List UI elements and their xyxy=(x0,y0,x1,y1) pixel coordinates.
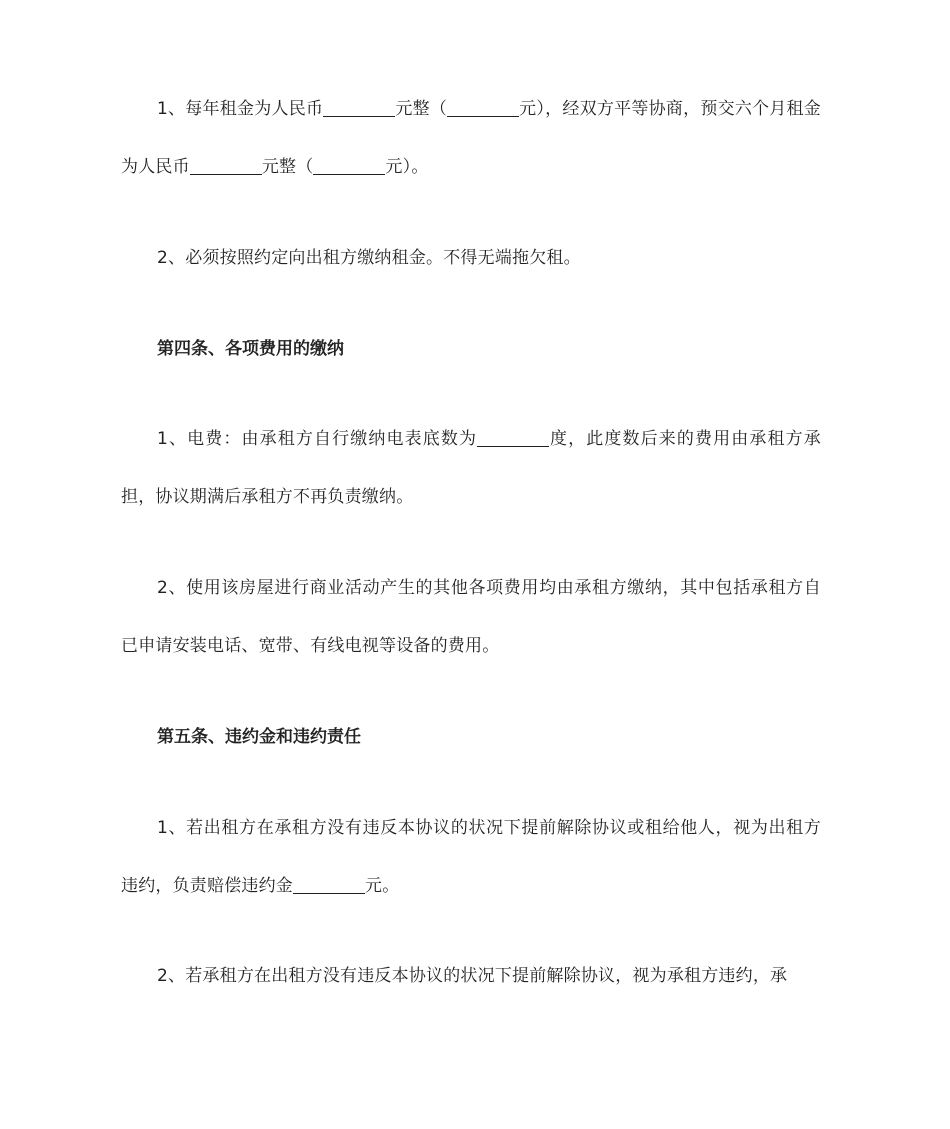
article-5-heading: 第五条、违约金和违约责任 xyxy=(157,727,361,747)
rent-text-5: 元）。 xyxy=(385,157,429,177)
blank-annual-rent xyxy=(323,96,395,117)
blank-meter-reading xyxy=(477,426,549,447)
lessor-breach-text-2: 元。 xyxy=(365,876,400,896)
article-4-heading: 第四条、各项费用的缴纳 xyxy=(157,339,344,359)
rent-text-1: 1、每年租金为人民币 xyxy=(157,99,324,119)
rent-text-4: 元整（ xyxy=(261,157,314,177)
blank-penalty-amount xyxy=(293,873,365,894)
lessor-breach-paragraph xyxy=(121,799,821,915)
electricity-fee-paragraph xyxy=(121,410,821,526)
blank-prepaid-rent-figure xyxy=(313,154,385,175)
rent-payment-paragraph: 2、必须按照约定向出租方缴纳租金。不得无端拖欠租。 xyxy=(157,248,581,268)
rent-text-2: 元整（ xyxy=(395,99,448,119)
other-fees-paragraph: 2、使用该房屋进行商业活动产生的其他各项费用均由承租方缴纳，其中包括承租方自已申请安装电话、宽带、有线电视等设备的费用。 xyxy=(121,578,821,656)
lessee-breach-paragraph: 2、若承租方在出租方没有违反本协议的状况下提前解除协议，视为承租方违约，承 xyxy=(157,966,788,986)
electricity-text-2: 度，此度数后来的费用由承租方承担，协议期满后承租方不再负责缴纳。 xyxy=(121,429,822,507)
lessor-breach-text-1: 1、若出租方在承租方没有违反本协议的状况下提前解除协议或租给他人，视为出租方违约，负责赔偿违约金 xyxy=(121,818,821,896)
blank-prepaid-rent xyxy=(190,154,262,175)
rent-amount-paragraph xyxy=(121,80,821,196)
electricity-text-1: 1、电费：由承租方自行缴纳电表底数为 xyxy=(157,429,478,449)
rent-text-3: 元），经双方平等协商，预交六个月租金为人民币 xyxy=(121,99,821,177)
blank-annual-rent-figure xyxy=(447,96,519,117)
